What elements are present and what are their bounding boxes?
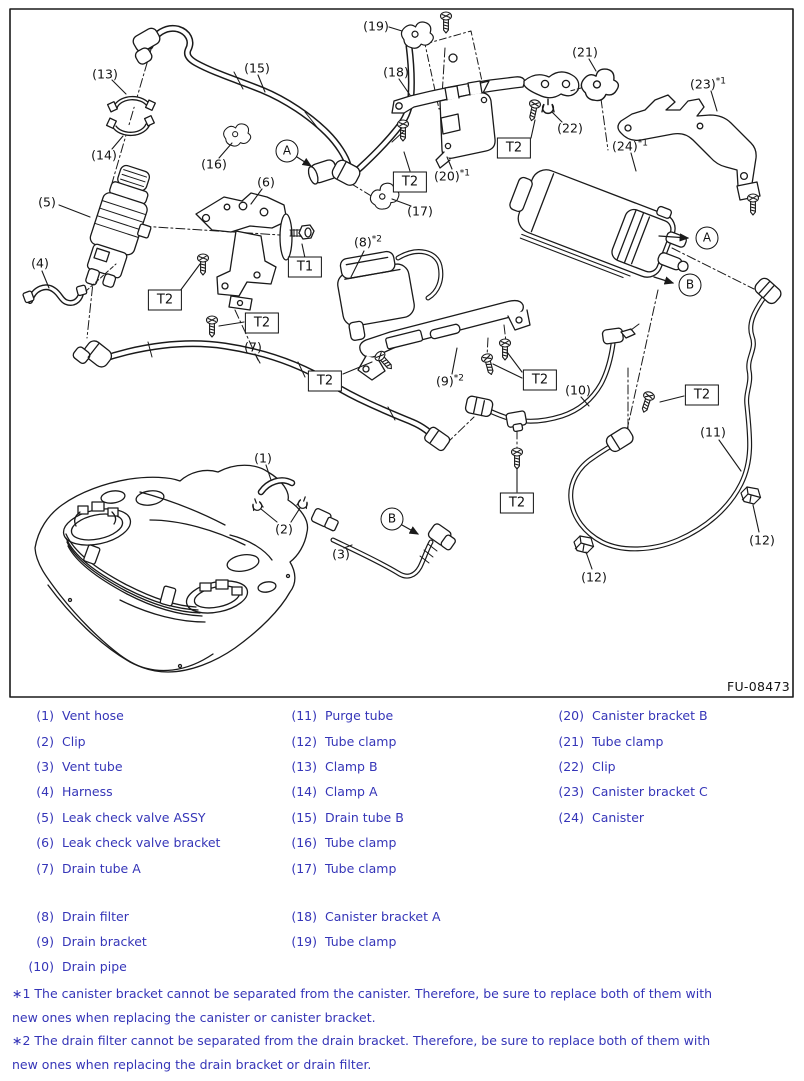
legend-item-number: (4) [36, 784, 54, 800]
legend-item [281, 805, 441, 830]
legend-item-number: (5) [36, 809, 54, 825]
legend-item [18, 929, 220, 954]
legend-item [281, 903, 441, 928]
part-callout-4: (4) [31, 255, 49, 271]
legend-item-label: Drain tube B [325, 809, 404, 825]
legend-item-number: (19) [291, 933, 317, 949]
legend-item-label: Tube clamp [325, 733, 397, 749]
legend-item-number: (15) [291, 809, 317, 825]
legend-item-number: (11) [291, 708, 317, 724]
legend-item [18, 728, 220, 753]
legend-item-number: (6) [36, 835, 54, 851]
tube-clamp-19-icon [400, 20, 435, 50]
legend-item [18, 855, 220, 880]
torque-label-t2: T2 [500, 493, 534, 514]
legend-column-2 [281, 703, 441, 954]
part-callout-5: (5) [38, 194, 56, 210]
legend-item [281, 929, 441, 954]
part-callout-14: (14) [91, 147, 117, 163]
part-callout-8: $(8)^{*2}$ [354, 234, 382, 250]
legend-item [548, 728, 708, 753]
legend-item-label: Canister bracket B [592, 708, 708, 724]
legend-item [18, 805, 220, 830]
legend-item [18, 954, 220, 979]
legend-item-number: (2) [36, 733, 54, 749]
legend-item-label: Leak check valve bracket [62, 835, 221, 851]
part-callout-9: $(9)^{*2}$ [436, 373, 464, 389]
torque-label-t2: T2 [308, 371, 342, 392]
legend-item-number: (10) [28, 959, 54, 975]
legend-item [548, 805, 708, 830]
torque-label-t2: T2 [523, 370, 557, 391]
legend-item-number: (3) [36, 758, 54, 774]
part-callout-7: (7) [244, 339, 262, 355]
purge-tube-drawing [571, 276, 784, 549]
tube-clamp-21-icon [578, 66, 621, 105]
part-callout-6: (6) [257, 174, 275, 190]
legend-item-label: Tube clamp [325, 933, 397, 949]
part-callout-24: $(24)^{*1}$ [612, 138, 648, 154]
legend-item-label: Drain bracket [62, 933, 147, 949]
torque-label-t1: T1 [288, 257, 322, 278]
legend-item-label: Clip [592, 758, 616, 774]
canister-drawing [500, 156, 705, 298]
leak-check-valve-drawing [76, 161, 167, 296]
part-callout-16: (16) [201, 156, 227, 172]
torque-label-t2: T2 [148, 290, 182, 311]
tube-clamp-16-icon [222, 122, 252, 148]
connector-marker-b: B [679, 274, 702, 297]
torque-label-t2: T2 [497, 138, 531, 159]
part-callout-3: (3) [332, 546, 350, 562]
connector-marker-b: B [381, 508, 404, 531]
legend-item-label: Harness [62, 784, 113, 800]
legend-item [281, 855, 441, 880]
ghost-panel-hole [449, 54, 457, 62]
legend-item-label: Canister bracket C [592, 784, 708, 800]
legend-item-number: (20) [558, 708, 584, 724]
connector-marker-a: A [276, 140, 299, 163]
legend-item-label: Tube clamp [325, 835, 397, 851]
legend-item [18, 703, 220, 728]
part-callout-17: (17) [407, 203, 433, 219]
clamp-b-drawing [108, 97, 156, 112]
clip-22-icon [542, 99, 554, 113]
legend-item-number: (17) [291, 860, 317, 876]
tube-clamp-12-right-icon [741, 487, 761, 504]
legend-item-label: Tube clamp [592, 733, 664, 749]
legend-item-label: Drain pipe [62, 959, 127, 975]
part-callout-11: (11) [700, 424, 726, 440]
legend-item-label: Vent tube [62, 758, 123, 774]
legend-item-number: (21) [558, 733, 584, 749]
legend-column-3 [548, 703, 708, 830]
legend-item [18, 830, 220, 855]
legend-item-number: (8) [36, 908, 54, 924]
t1-bolt-drawing [290, 225, 314, 239]
legend-item-label: Clamp A [325, 784, 378, 800]
legend-item-number: (22) [558, 758, 584, 774]
connector-marker-a: A [696, 227, 719, 250]
legend-item [18, 779, 220, 804]
legend-item-label: Canister bracket A [325, 908, 441, 924]
part-callout-19: (19) [363, 18, 389, 34]
legend-item-label: Drain filter [62, 908, 129, 924]
legend-item-label: Leak check valve ASSY [62, 809, 206, 825]
legend-item-number: (9) [36, 933, 54, 949]
legend-item-label: Drain tube A [62, 860, 141, 876]
legend-item-label: Clip [62, 733, 86, 749]
legend-item [548, 754, 708, 779]
legend-item-number: (13) [291, 758, 317, 774]
legend-item-number: (12) [291, 733, 317, 749]
part-callout-10: (10) [565, 382, 591, 398]
legend-item-number: (23) [558, 784, 584, 800]
torque-label-t2: T2 [245, 313, 279, 334]
footnote-line: ∗1 The canister bracket cannot be separated from the canister. Therefore, be sure to replace both of them with [12, 986, 713, 1001]
legend-item-number: (18) [291, 908, 317, 924]
footnotes [12, 982, 798, 1076]
legend-item-number: (1) [36, 708, 54, 724]
legend-item [281, 703, 441, 728]
footnote-line: new ones when replacing the drain bracket or drain filter. [12, 1056, 372, 1072]
torque-label-t2: T2 [393, 172, 427, 193]
drain-tube-b-drawing [127, 26, 412, 188]
footnote-line: new ones when replacing the canister or canister bracket. [12, 1009, 376, 1025]
legend-item-number: (24) [558, 809, 584, 825]
legend-item-label: Canister [592, 809, 645, 825]
figure-code: FU-08473 [726, 679, 790, 694]
legend-item-label: Clamp B [325, 758, 378, 774]
part-callout-20: $(20)^{*1}$ [434, 168, 470, 184]
part-callout-15: (15) [244, 60, 270, 76]
legend-item-number: (14) [291, 784, 317, 800]
legend-item [281, 754, 441, 779]
legend-item-label: Purge tube [325, 708, 394, 724]
part-callout-2: (2) [275, 521, 293, 537]
legend-item [281, 728, 441, 753]
legend-item-label: Vent hose [62, 708, 124, 724]
tube-clamp-12-left-icon [574, 536, 594, 553]
torque-label-t2: T2 [685, 385, 719, 406]
part-callout-21: (21) [572, 44, 598, 60]
legend-column-1 [18, 703, 220, 980]
leak-check-valve-bracket-drawing [196, 193, 292, 310]
legend-item [281, 830, 441, 855]
legend-item [18, 754, 220, 779]
legend-item [548, 779, 708, 804]
legend-item-label: Tube clamp [325, 860, 397, 876]
legend-item-number: (7) [36, 860, 54, 876]
fuel-tank-drawing [35, 465, 308, 672]
footnote-line: ∗2 The drain filter cannot be separated from the drain bracket. Therefore, be sure to replace both of them with [12, 1033, 711, 1048]
legend-item [281, 779, 441, 804]
legend-item-number: (16) [291, 835, 317, 851]
part-callout-18: (18) [383, 64, 409, 80]
part-callout-23: $(23)^{*1}$ [690, 76, 726, 92]
part-callout-12: (12) [749, 532, 775, 548]
part-callout-13: (13) [92, 66, 118, 82]
part-callout-12: (12) [581, 569, 607, 585]
part-callout-1: (1) [254, 450, 272, 466]
legend-item [18, 903, 220, 928]
legend-item [548, 703, 708, 728]
part-callout-22: (22) [557, 120, 583, 136]
